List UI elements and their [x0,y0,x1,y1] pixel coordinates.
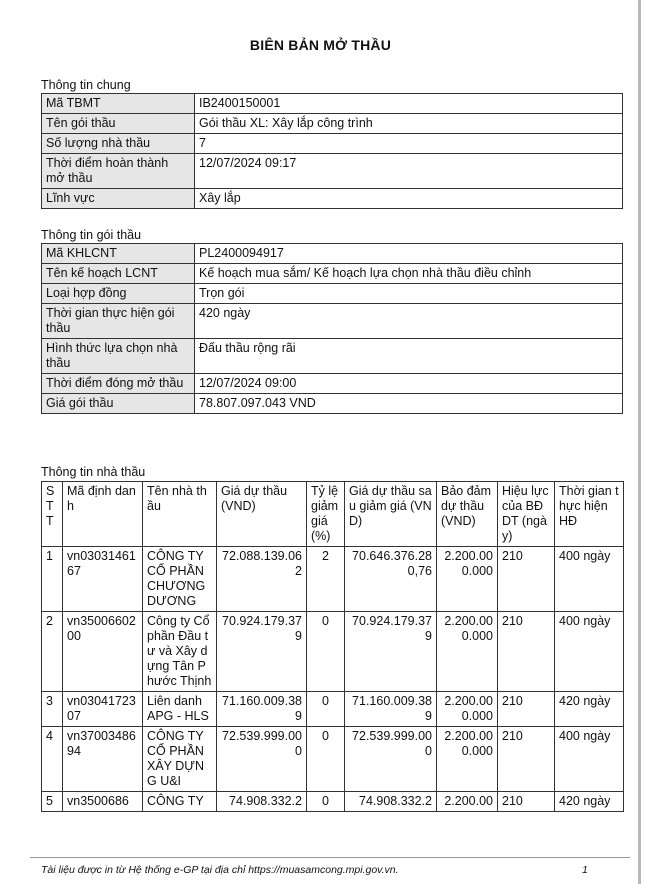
cell-stt: 1 [42,547,63,612]
row-key: Tên gói thầu [42,114,195,134]
cell-discount: 0 [307,727,345,792]
contractor-info-label: Thông tin nhà thầu [41,465,146,479]
header-duration: Thời gian thực hiện HĐ [555,482,624,547]
table-row [42,374,623,394]
footer-text: Tài liệu được in từ Hệ thống e-GP tại địa chỉ https://muasamcong.mpi.gov.vn. [41,864,399,876]
table-row [42,304,623,339]
cell-validity: 210 [498,727,555,792]
package-info-table [41,243,623,414]
cell-discount: 0 [307,792,345,812]
header-name: Tên nhà thầu [143,482,217,547]
table-row [42,394,623,414]
cell-stt: 4 [42,727,63,792]
header-id: Mã định danh [63,482,143,547]
cell-guarantee: 2.200.00 [437,792,498,812]
cell-id: vn0303146167 [63,547,143,612]
general-info-label: Thông tin chung [41,78,131,92]
row-key: Số lượng nhà thầu [42,134,195,154]
cell-guarantee: 2.200.000.000 [437,727,498,792]
cell-stt: 2 [42,612,63,692]
cell-id: vn0304172307 [63,692,143,727]
header-stt: STT [42,482,63,547]
table-row [42,612,624,692]
cell-duration: 420 ngày [555,792,624,812]
row-value: PL2400094917 [195,244,623,264]
row-value: 7 [195,134,623,154]
cell-price-after: 70.924.179.379 [345,612,437,692]
package-info-label: Thông tin gói thầu [41,228,142,242]
table-header-row [42,482,624,547]
row-value: Kế hoạch mua sắm/ Kế hoạch lựa chọn nhà thầu điều chỉnh [195,264,623,284]
cell-name: CÔNG TY CỔ PHẦN XÂY DỰNG U&I [143,727,217,792]
cell-price: 71.160.009.389 [217,692,307,727]
cell-id: vn3500686 [63,792,143,812]
table-row [42,154,623,189]
cell-price-after: 72.539.999.000 [345,727,437,792]
row-key: Hình thức lựa chọn nhà thầu [42,339,195,374]
table-row [42,134,623,154]
row-key: Tên kế hoạch LCNT [42,264,195,284]
table-row [42,727,624,792]
row-key: Thời gian thực hiện gói thầu [42,304,195,339]
row-value: 420 ngày [195,304,623,339]
table-row [42,547,624,612]
table-row [42,792,624,812]
cell-name: CÔNG TY [143,792,217,812]
cell-id: vn3500660200 [63,612,143,692]
row-value: IB2400150001 [195,94,623,114]
cell-validity: 210 [498,792,555,812]
row-key: Mã TBMT [42,94,195,114]
table-row [42,94,623,114]
cell-duration: 420 ngày [555,692,624,727]
row-value: 78.807.097.043 VND [195,394,623,414]
table-row [42,189,623,209]
row-key: Loại hợp đồng [42,284,195,304]
cell-stt: 3 [42,692,63,727]
header-discount: Tỷ lệ giảm giá (%) [307,482,345,547]
cell-price: 72.088.139.062 [217,547,307,612]
row-value: Xây lắp [195,189,623,209]
cell-price-after: 70.646.376.280,76 [345,547,437,612]
cell-validity: 210 [498,692,555,727]
contractor-table [41,481,624,812]
cell-guarantee: 2.200.000.000 [437,547,498,612]
cell-validity: 210 [498,612,555,692]
cell-price: 70.924.179.379 [217,612,307,692]
cell-stt: 5 [42,792,63,812]
row-value: Trọn gói [195,284,623,304]
footer-divider [30,857,630,858]
table-row [42,114,623,134]
cell-guarantee: 2.200.000.000 [437,692,498,727]
cell-name: Liên danh APG - HLS [143,692,217,727]
cell-name: Công ty Cổ phần Đầu tư và Xây dựng Tân Phước Thịnh [143,612,217,692]
general-info-table [41,93,623,209]
cell-discount: 0 [307,692,345,727]
cell-id: vn3700348694 [63,727,143,792]
row-key: Thời điểm đóng mở thầu [42,374,195,394]
cell-duration: 400 ngày [555,612,624,692]
header-price-after: Giá dự thầu sau giảm giá (VND) [345,482,437,547]
header-validity: Hiệu lực của BĐ DT (ngày) [498,482,555,547]
row-key: Lĩnh vực [42,189,195,209]
row-key: Thời điểm hoàn thành mở thầu [42,154,195,189]
row-key: Mã KHLCNT [42,244,195,264]
header-price: Giá dự thầu (VND) [217,482,307,547]
cell-discount: 2 [307,547,345,612]
table-row [42,244,623,264]
table-row [42,284,623,304]
document-title: BIÊN BẢN MỞ THẦU [249,37,392,53]
cell-name: CÔNG TY CỔ PHẦN CHƯƠNG DƯƠNG [143,547,217,612]
cell-discount: 0 [307,612,345,692]
cell-validity: 210 [498,547,555,612]
row-key: Giá gói thầu [42,394,195,414]
row-value: 12/07/2024 09:00 [195,374,623,394]
page-number: 1 [582,864,588,876]
cell-duration: 400 ngày [555,727,624,792]
row-value: Gói thầu XL: Xây lắp công trình [195,114,623,134]
cell-guarantee: 2.200.000.000 [437,612,498,692]
cell-price: 74.908.332.2 [217,792,307,812]
row-value: 12/07/2024 09:17 [195,154,623,189]
table-row [42,339,623,374]
cell-price-after: 71.160.009.389 [345,692,437,727]
cell-duration: 400 ngày [555,547,624,612]
cell-price-after: 74.908.332.2 [345,792,437,812]
header-guarantee: Bảo đảm dự thầu (VND) [437,482,498,547]
table-row [42,692,624,727]
table-row [42,264,623,284]
row-value: Đấu thầu rộng rãi [195,339,623,374]
cell-price: 72.539.999.000 [217,727,307,792]
